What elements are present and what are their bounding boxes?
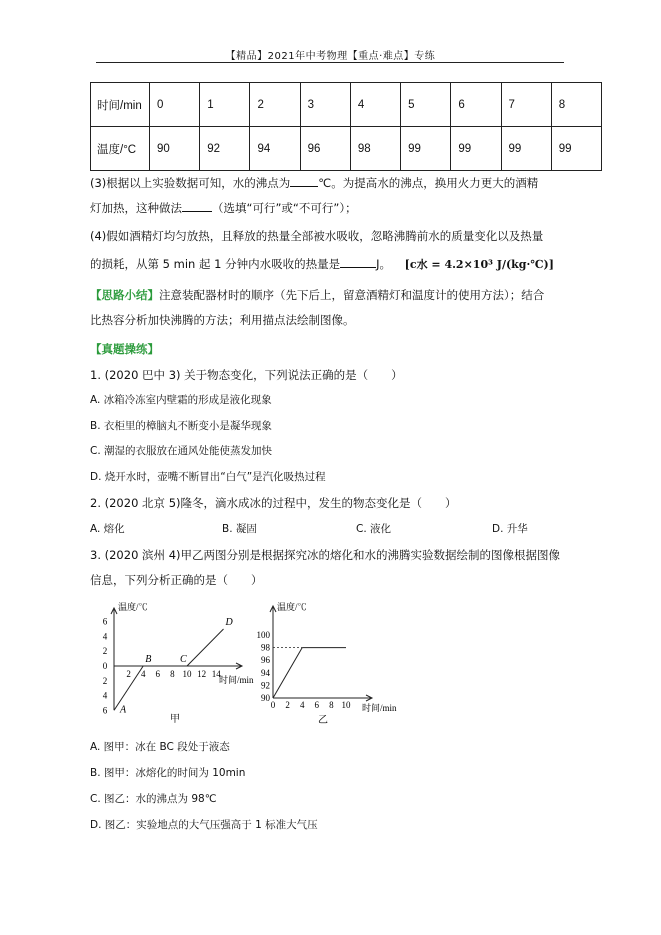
table-cell: 96 <box>300 127 350 171</box>
mc2-option-b: B. 凝固 <box>222 523 257 535</box>
x-axis-label: 时间/min <box>362 703 397 713</box>
y-tick-label: 98 <box>261 642 270 653</box>
table-cell: 3 <box>300 83 350 127</box>
mc2-option-d: D. 升华 <box>492 523 528 535</box>
mc1-option-d: D. 烧开水时，壶嘴不断冒出“白气”是汽化吸热过程 <box>90 471 326 483</box>
x-tick-label: 12 <box>197 669 207 679</box>
x-tick-label: 4 <box>299 700 305 710</box>
mc1-option-b: B. 衣柜里的樟脑丸不断变小是凝华现象 <box>90 420 272 432</box>
table-cell: 0 <box>150 83 200 127</box>
graph-jia <box>92 598 262 728</box>
table-cell: 5 <box>401 83 451 127</box>
y-tick-label: 100 <box>256 630 270 640</box>
mc1-stem: 1. (2020 巴中 3) 关于物态变化，下列说法正确的是（ ） <box>90 368 403 382</box>
graph-yi <box>250 598 410 730</box>
q3-line2 <box>90 200 357 216</box>
x-tick-label: 6 <box>314 700 320 710</box>
table-cell: 1 <box>200 83 250 127</box>
table-cell: 94 <box>250 127 300 171</box>
y-tick-label: 94 <box>261 667 270 678</box>
x-tick-label: 6 <box>155 669 161 679</box>
q3-line1 <box>90 175 538 191</box>
x-tick-label: 8 <box>170 669 175 679</box>
q3-text: (3)根据以上实验数据可知，水的沸点为 <box>90 176 291 190</box>
summary-text: 注意装配器材时的顺序（先下后上，留意酒精灯和温度计的使用方法）；结合 <box>159 288 545 302</box>
table-cell: 99 <box>451 127 501 171</box>
q4-line2 <box>90 256 554 273</box>
summary-line2: 比热容分析加快沸腾的方法；利用描点法绘制图像。 <box>90 313 355 327</box>
mc3-stem-line1: 3. (2020 滨州 4)甲乙两图分别是根据探究冰的熔化和水的沸腾实验数据绘制的图像根据图像 <box>90 548 560 562</box>
table-cell: 99 <box>501 127 551 171</box>
table-row-temp <box>91 127 602 171</box>
data-segment <box>187 629 224 666</box>
y-tick-label: 4 <box>102 690 108 701</box>
data-table <box>90 82 602 171</box>
graph-caption: 乙 <box>318 715 328 726</box>
y-tick-label: 2 <box>102 646 108 657</box>
q4-line1: (4)假如酒精灯均匀放热，且释放的热量全部被水吸收，忽略沸腾前水的质量变化以及热量 <box>90 229 544 243</box>
y-tick-label: 90 <box>261 693 270 703</box>
header-rule <box>96 62 564 63</box>
answer-blank <box>340 256 376 268</box>
y-tick-label: 6 <box>102 616 108 627</box>
table-cell: 2 <box>250 83 300 127</box>
page-header: 【精品】2021年中考物理【重点·难点】专练 <box>225 51 436 62</box>
y-tick-label: 96 <box>261 655 270 666</box>
point-label: B <box>145 654 152 665</box>
answer-blank <box>182 200 212 212</box>
graph-caption: 甲 <box>170 714 180 725</box>
mc3-stem-line2: 信息，下列分析正确的是（ ） <box>90 573 263 587</box>
q4-text: J。 <box>376 257 392 271</box>
x-tick-label: 0 <box>270 700 276 710</box>
table-header-temp: 温度/°C <box>91 127 150 171</box>
x-tick-label: 4 <box>140 669 146 679</box>
table-cell: 98 <box>350 127 400 171</box>
y-tick-label: 6 <box>102 705 108 716</box>
q3-text: （选填“可行”或“不可行”）； <box>212 201 357 215</box>
mc2-options <box>90 521 590 537</box>
y-tick-label: 2 <box>102 675 108 686</box>
table-row-time <box>91 83 602 127</box>
y-axis-label: 温度/℃ <box>277 602 307 612</box>
point-label: C <box>180 654 187 665</box>
table-cell: 4 <box>350 83 400 127</box>
data-segment <box>273 648 302 698</box>
table-cell: 99 <box>551 127 601 171</box>
summary-tag: 【思路小结】 <box>90 288 159 302</box>
y-axis-label: 温度/℃ <box>118 602 148 612</box>
x-tick-label: 2 <box>126 669 131 679</box>
mc3-option-a: A. 图甲：冰在 BC 段处于液态 <box>90 741 230 753</box>
q3-text: 灯加热，这种做法 <box>90 201 182 215</box>
table-cell: 6 <box>451 83 501 127</box>
mc1-option-c: C. 潮湿的衣服放在通风处能使蒸发加快 <box>90 445 273 457</box>
table-cell: 90 <box>150 127 200 171</box>
mc3-option-b: B. 图甲：冰熔化的时间为 10min <box>90 767 246 779</box>
answer-blank <box>290 175 318 187</box>
table-cell: 92 <box>200 127 250 171</box>
summary-line1 <box>90 287 544 303</box>
practice-tag: 【真题操练】 <box>90 342 159 356</box>
mc3-option-d: D. 图乙：实验地点的大气压强高于 1 标准大气压 <box>90 819 318 831</box>
x-tick-label: 10 <box>182 669 192 679</box>
table-cell: 8 <box>551 83 601 127</box>
x-tick-label: 10 <box>341 700 351 710</box>
mc2-option-c: C. 液化 <box>356 523 392 535</box>
specific-heat-formula: [c水 = 4.2×10³ J/(kg·℃)] <box>404 258 554 271</box>
point-label: A <box>120 704 127 716</box>
table-cell: 7 <box>501 83 551 127</box>
q4-text: 的损耗，从第 5 min 起 1 分钟内水吸收的热量是 <box>90 257 341 271</box>
mc3-option-c: C. 图乙：水的沸点为 98℃ <box>90 793 217 805</box>
table-cell: 99 <box>401 127 451 171</box>
point-label: D <box>225 617 233 628</box>
mc2-option-a: A. 熔化 <box>90 523 125 535</box>
y-tick-label: 92 <box>261 680 270 691</box>
y-tick-label: 4 <box>102 631 108 642</box>
x-tick-label: 14 <box>211 669 221 679</box>
mc1-option-a: A. 冰箱冷冻室内壁霜的形成是液化现象 <box>90 394 272 406</box>
table-header-time: 时间/min <box>91 83 150 127</box>
q3-text: ℃。为提高水的沸点，换用火力更大的酒精 <box>318 176 539 190</box>
x-tick-label: 8 <box>329 700 334 710</box>
mc2-stem: 2. (2020 北京 5)隆冬，滴水成冰的过程中，发生的物态变化是（ ） <box>90 496 457 510</box>
x-axis-label: 时间/min <box>219 675 254 685</box>
x-tick-label: 2 <box>285 700 290 710</box>
y-tick-label: 0 <box>102 661 108 671</box>
